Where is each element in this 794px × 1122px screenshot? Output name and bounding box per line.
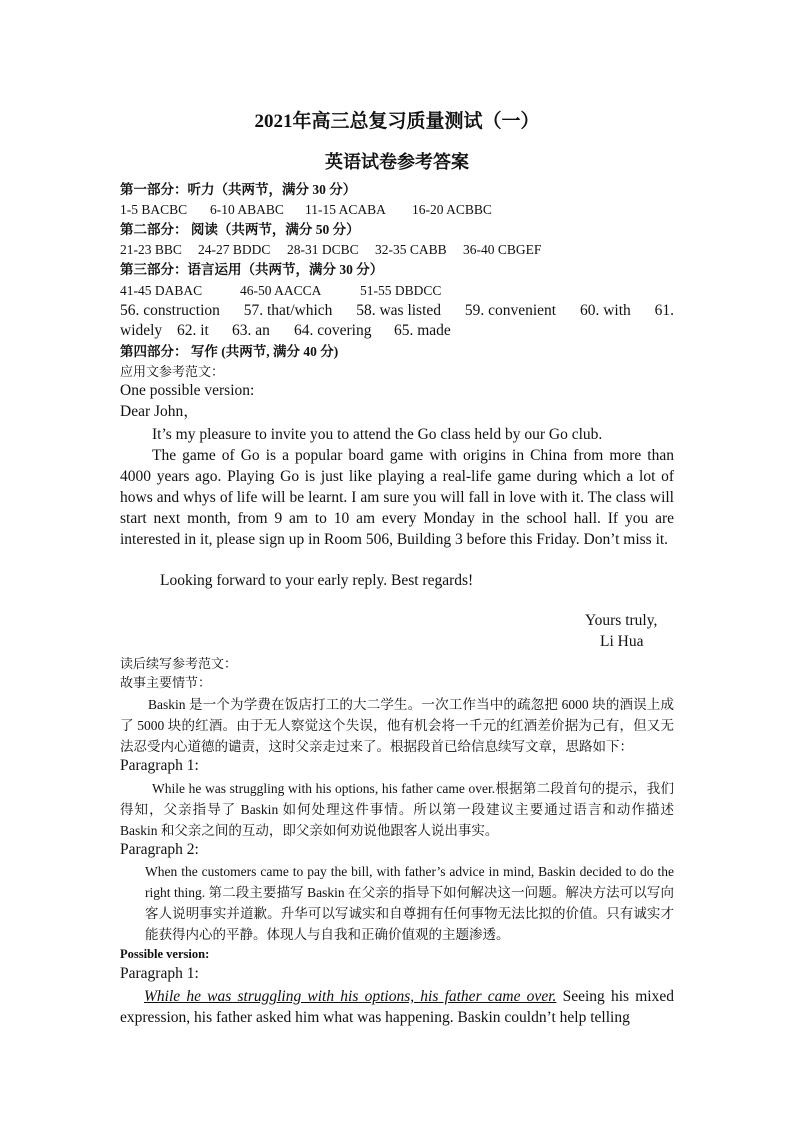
- answer-group: 6-10 ABABC: [210, 202, 284, 217]
- part3-fill-line-2: [120, 322, 451, 340]
- letter-paragraph: It’s my pleasure to invite you to attend the Go class held by our Go club.: [152, 426, 603, 443]
- letter-paragraph: The game of Go is a popular board game with origins in China from more than 4000 years ago. Playing Go is just like playing a real-life game during which a lot of hows and whys of life will be learnt. I am sure you will fall in love with it. The class will start next month, from 9 am to 10 am every Monday in the school hall. If you are interested in it, please sign up in Room 506, Building 3 before this Friday. Don’t miss it.: [120, 447, 674, 548]
- letter-closing: Yours truly,: [585, 612, 658, 629]
- fill-answer: 63. an: [232, 322, 270, 339]
- answer-group: 28-31 DCBC: [287, 242, 359, 257]
- fill-answer: 62. it: [177, 322, 209, 339]
- part1-answers: [120, 201, 492, 219]
- paragraph2-label: Paragraph 2:: [120, 841, 199, 858]
- letter-paragraph: Looking forward to your early reply. Best regards!: [160, 572, 474, 589]
- answer-group: 11-15 ACABA: [305, 202, 386, 217]
- part2-answers: [120, 241, 541, 259]
- applied-writing-label: 应用文参考范文：: [120, 364, 225, 379]
- paragraph1-label: Paragraph 1:: [120, 757, 199, 774]
- answer-group: 21-23 BBC: [120, 242, 182, 257]
- possible-version-label: Possible version:: [120, 947, 210, 961]
- fill-answer: 61.: [654, 302, 674, 319]
- part3-answers: [120, 282, 441, 300]
- letter-signature: Li Hua: [600, 633, 644, 650]
- answer-group: 24-27 BDDC: [198, 242, 271, 257]
- answer-group: 41-45 DABAC: [120, 283, 203, 298]
- page-title: 2021年高三总复习质量测试（一）: [254, 111, 540, 132]
- part4-heading: 第四部分： 写作 (共两节, 满分 40 分): [120, 344, 339, 359]
- part2-heading: 第二部分： 阅读（共两节，满分 50 分）: [120, 222, 360, 237]
- given-opening-sentence: While he was struggling with his options, his father came over.: [144, 988, 557, 1005]
- letter-salutation: Dear John，: [120, 403, 199, 420]
- plot-summary: Baskin 是一个为学费在饭店打工的大二学生。一次工作当中的疏忽把 6000 块的酒误上成了 5000 块的红酒。由于无人察觉这个失误，他有机会将一千元的红酒差价据为己有，但又无法忍受内心道德的谴责，这时父亲走过来了。根据段首已给信息续写文章，思路如下：: [120, 697, 674, 754]
- fill-answer: 65. made: [394, 322, 451, 339]
- part3-fill-line-1: [120, 302, 674, 320]
- plot-label: 故事主要情节：: [120, 675, 212, 690]
- page-subtitle: 英语试卷参考答案: [325, 152, 469, 172]
- pv-paragraph1-label: Paragraph 1:: [120, 965, 199, 982]
- fill-answer: widely: [120, 322, 163, 339]
- part1-heading: 第一部分：听力（共两节，满分 30 分）: [120, 182, 357, 197]
- answer-group: 32-35 CABB: [375, 242, 447, 257]
- fill-answer: 64. covering: [294, 322, 372, 339]
- version-label: One possible version:: [120, 382, 255, 399]
- continuation-writing-label: 读后续写参考范文：: [120, 656, 238, 671]
- part3-heading: 第三部分：语言运用（共两节，满分 30 分）: [120, 262, 384, 277]
- fill-answer: 56. construction: [120, 302, 220, 319]
- pv-paragraph1-text: Seeing his mixed expression, his father asked him what was happening. Baskin couldn’t help telling: [120, 988, 674, 1026]
- pv-paragraph1: [120, 986, 674, 1028]
- fill-answer: 60. with: [579, 302, 631, 319]
- answer-group: 16-20 ACBBC: [412, 202, 492, 217]
- fill-answer: 58. was listed: [356, 302, 442, 319]
- paragraph2-guide: When the customers came to pay the bill, with father’s advice in mind, Baskin decided to do the right thing. 第二段主要描写 Baskin 在父亲的指导下如何解决这一问题。解决方法可以写向客人说明事实并道歉。升华可以写诚实和自尊拥有任何事物无法比拟的价值。只有诚实才能获得内心的平静。体现人与自我和正确价值观的主题渗透。: [145, 864, 674, 942]
- answer-group: 36-40 CBGEF: [463, 242, 542, 257]
- answer-group: 46-50 AACCA: [240, 283, 322, 298]
- answer-group: 51-55 DBDCC: [360, 283, 442, 298]
- fill-answer: 57. that/which: [243, 302, 333, 319]
- paragraph1-guide: While he was struggling with his options, his father came over.根据第二段首句的提示，我们得知，父亲指导了 Baskin 如何处理这件事情。所以第一段建议主要通过语言和动作描述 Baskin 和父亲之间的互动，即父亲如何劝说他跟客人说出事实。: [120, 781, 674, 838]
- answer-group: 1-5 BACBC: [120, 202, 188, 217]
- fill-answer: 59. convenient: [464, 302, 557, 319]
